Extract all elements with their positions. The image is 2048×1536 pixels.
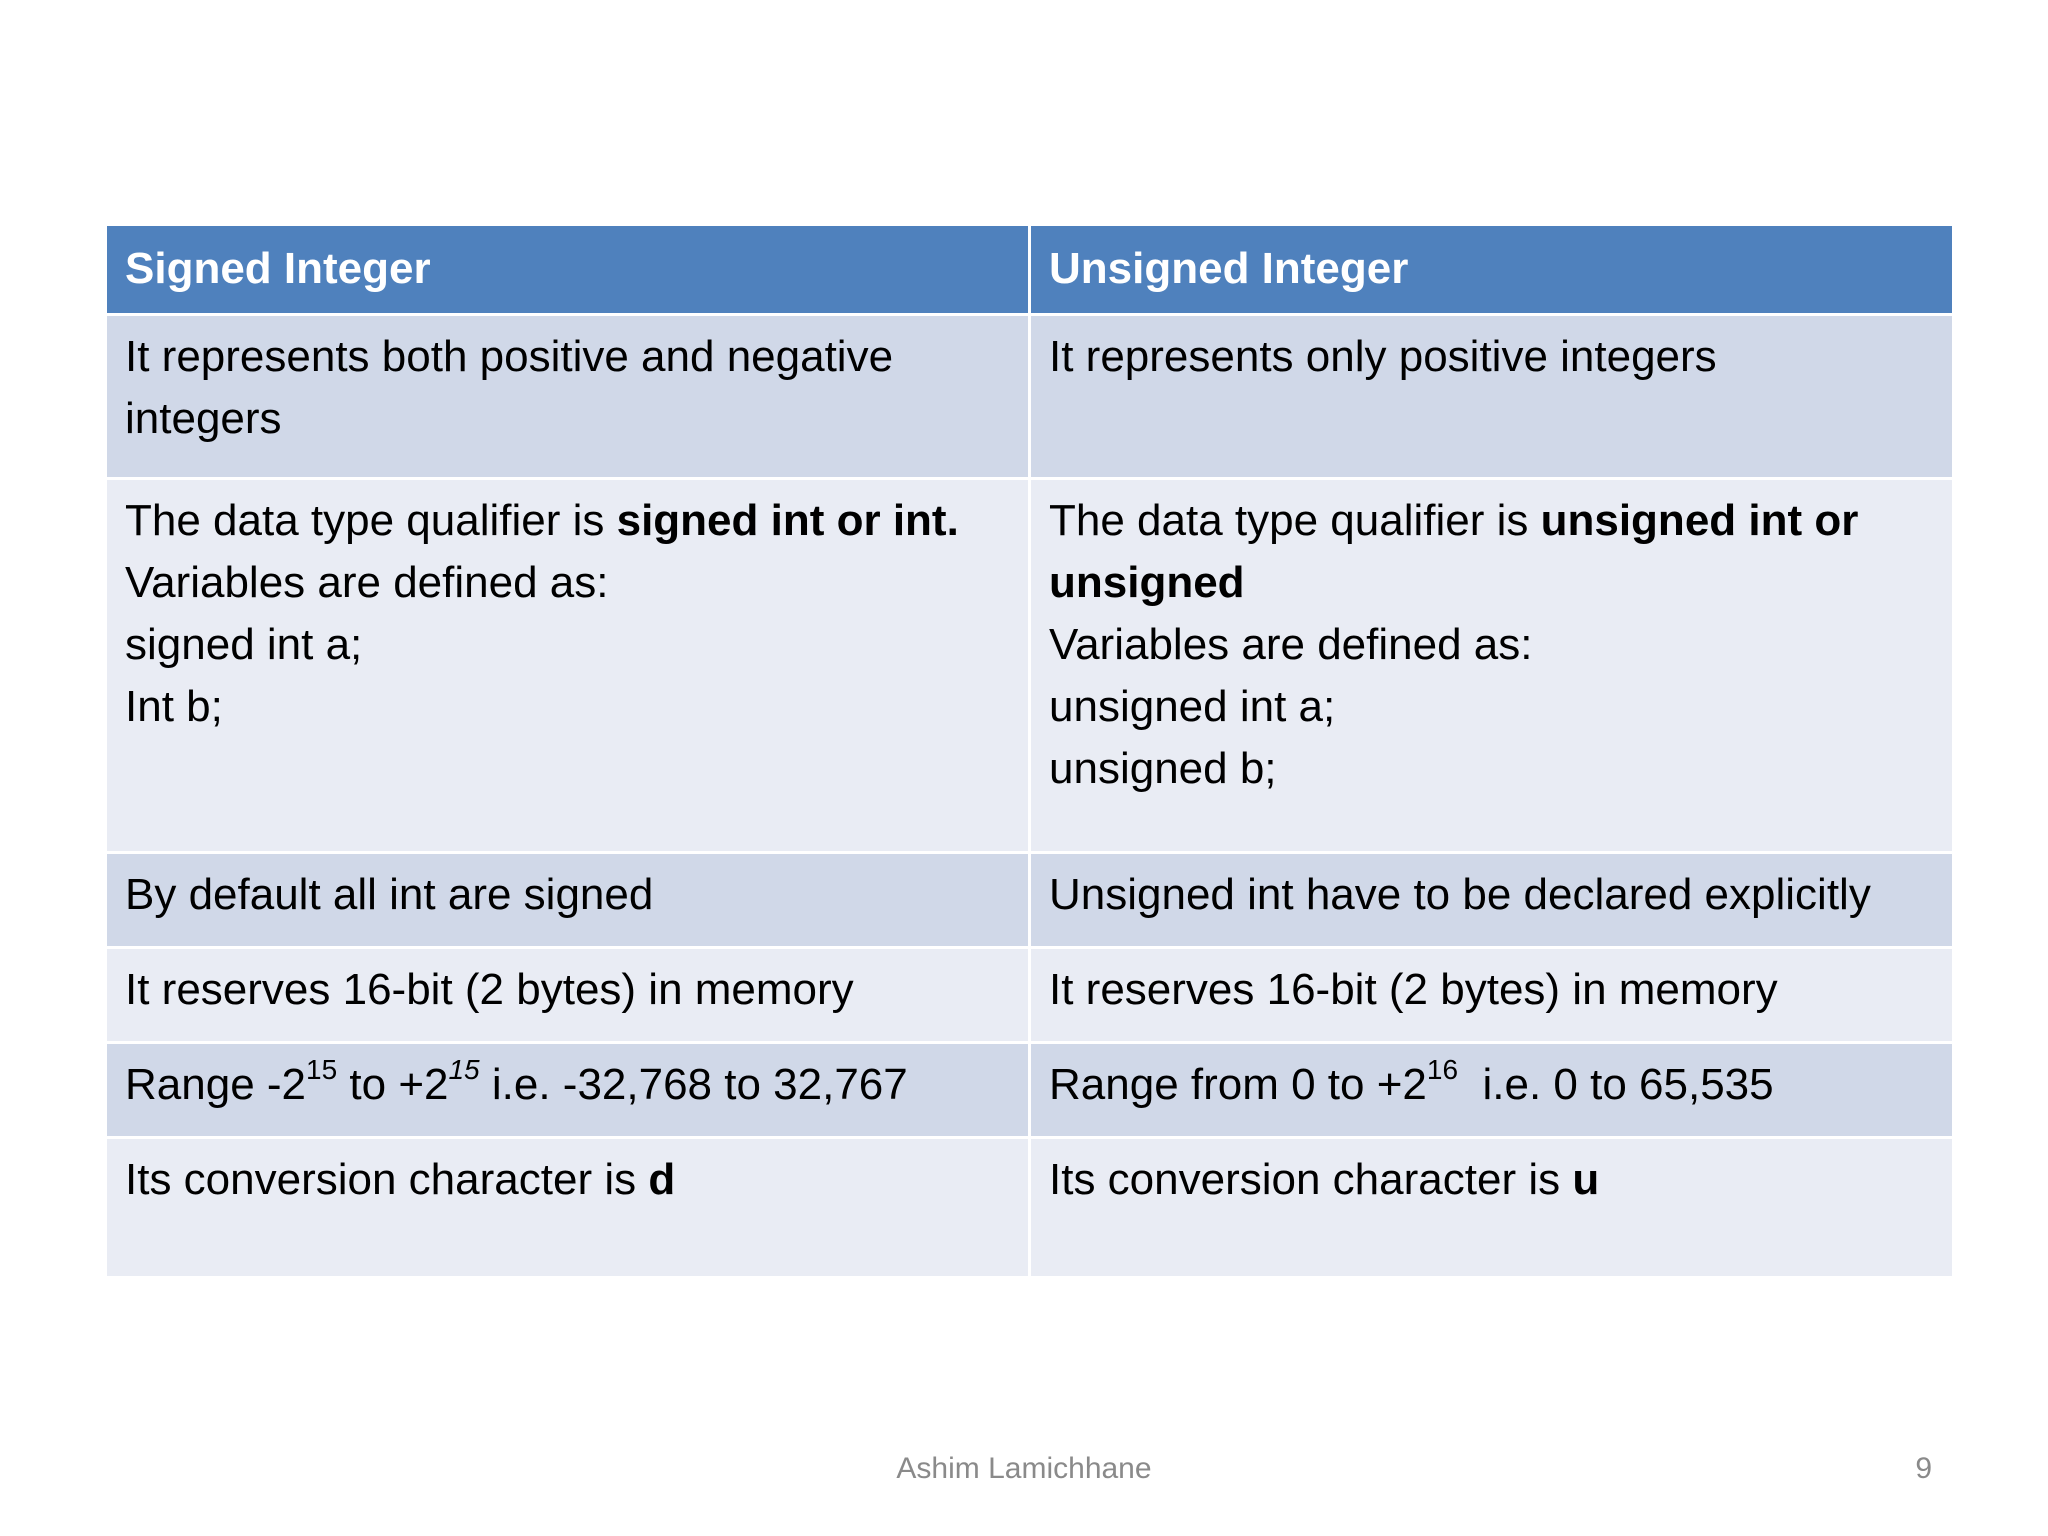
range-text: Range from 0 to +2 [1049, 1060, 1427, 1109]
cell-text: integers [125, 394, 282, 443]
cell-signed-range [106, 1043, 1030, 1138]
range-text: to +2 [337, 1060, 449, 1109]
exponent: 15 [448, 1054, 480, 1086]
cell-unsigned-conversion [1030, 1138, 1954, 1278]
code-example: unsigned b; [1049, 744, 1277, 793]
code-example: signed int a; [125, 620, 363, 669]
conversion-character: d [648, 1155, 676, 1204]
qualifier-keyword: unsigned int or [1540, 496, 1859, 545]
code-example: unsigned int a; [1049, 682, 1336, 731]
page-number: 9 [1915, 1452, 1932, 1485]
conversion-text: Its conversion character is [1049, 1155, 1573, 1204]
table-row [106, 1138, 1954, 1278]
comparison-table [104, 223, 1955, 1279]
range-text: i.e. -32,768 to 32,767 [479, 1060, 908, 1109]
range-text: Range -2 [125, 1060, 307, 1109]
qualifier-keyword: signed int or int. [616, 496, 959, 545]
cell-text [1049, 552, 1934, 614]
table-row [106, 853, 1954, 948]
exponent: 15 [306, 1054, 338, 1086]
qualifier-prefix: The data type qualifier is [1049, 496, 1541, 545]
cell-signed-conversion [106, 1138, 1030, 1278]
cell-unsigned-range [1030, 1043, 1954, 1138]
cell-text [1049, 490, 1934, 552]
conversion-character: u [1572, 1155, 1600, 1204]
range-text: i.e. 0 to 65,535 [1458, 1060, 1774, 1109]
table-row [106, 479, 1954, 853]
cell-signed-default: By default all int are signed [106, 853, 1030, 948]
table-row [106, 315, 1954, 479]
table-row [106, 948, 1954, 1043]
cell-text: It represents only positive integers [1049, 332, 1717, 381]
table-header-row [106, 225, 1954, 315]
code-example: Int b; [125, 682, 223, 731]
qualifier-keyword: unsigned [1049, 558, 1245, 607]
conversion-text: Its conversion character is [125, 1155, 649, 1204]
cell-unsigned-qualifier [1030, 479, 1954, 853]
header-signed-integer: Signed Integer [106, 225, 1030, 315]
cell-signed-representation [106, 315, 1030, 479]
exponent: 16 [1426, 1054, 1459, 1086]
cell-text [125, 490, 1010, 552]
cell-signed-qualifier [106, 479, 1030, 853]
table-row [106, 1043, 1954, 1138]
cell-unsigned-default: Unsigned int have to be declared explicitly [1030, 853, 1954, 948]
cell-signed-memory: It reserves 16-bit (2 bytes) in memory [106, 948, 1030, 1043]
header-unsigned-integer: Unsigned Integer [1030, 225, 1954, 315]
cell-text: It represents both positive and negative [125, 332, 894, 381]
cell-unsigned-representation [1030, 315, 1954, 479]
cell-unsigned-memory: It reserves 16-bit (2 bytes) in memory [1030, 948, 1954, 1043]
footer-author: Ashim Lamichhane [896, 1452, 1152, 1485]
cell-text: Variables are defined as: [125, 558, 609, 607]
qualifier-prefix: The data type qualifier is [125, 496, 617, 545]
cell-text: Variables are defined as: [1049, 620, 1533, 669]
